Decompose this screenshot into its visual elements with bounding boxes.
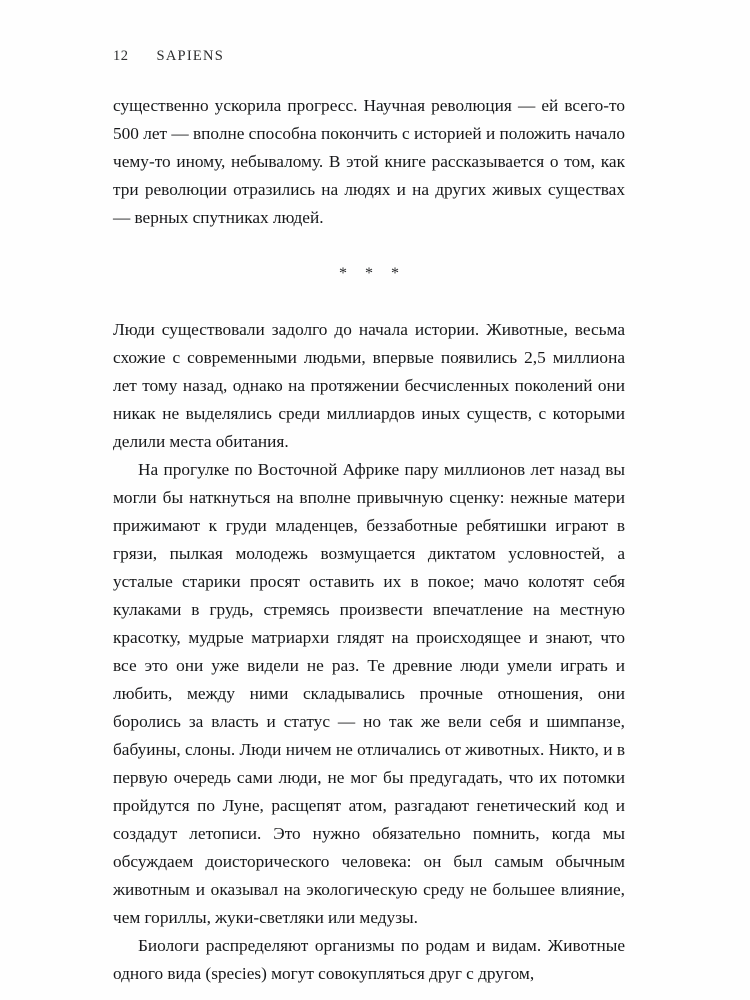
page-number: 12	[113, 48, 129, 64]
section-break-asterisks: * * *	[339, 265, 406, 282]
paragraph-prehistory: Люди существовали задолго до начала истории. Животные, весьма схожие с современными людьми, впервые появились 2,5 миллиона лет тому назад, однако на протяжении бесчисленных поколений они никак не выделялись среди миллиардов иных существ, с которыми делили места обитания.	[113, 320, 625, 451]
paragraph-continuation: существенно ускорила прогресс. Научная революция — ей всего-то 500 лет — вполне способна покончить с историей и положить начало чему-то иному, небывалому. В этой книге рассказывается о том, как три революции отразились на людях и на других живых существах — верных спутниках людей.	[113, 96, 625, 227]
paragraph-biologists: Биологи распределяют организмы по родам и видам. Животные одного вида (species) могут совокупляться друг с другом,	[113, 936, 625, 983]
body-text-block	[113, 92, 625, 988]
running-head	[113, 48, 625, 65]
book-title: SAPIENS	[156, 48, 225, 64]
paragraph-east-africa: На прогулке по Восточной Африке пару миллионов лет назад вы могли бы наткнуться на вполне привычную сценку: нежные матери прижимают к груди младенцев, беззаботные ребятишки играют в грязи, пылкая молодежь возмущается диктатом условностей, а усталые старики просят оставить их в покое; мачо колотят себя кулаками в грудь, стремясь произвести впечатление на местную красотку, мудрые матриархи глядят на происходящее и знают, что все это они уже видели не раз. Те древние люди умели играть и любить, между ними складывались прочные отношения, они боролись за власть и статус — но так же вели себя и шимпанзе, бабуины, слоны. Люди ничем не отличались от животных. Никто, и в первую очередь сами люди, не мог бы предугадать, что их потомки пройдутся по Луне, расщепят атом, разгадают генетический код и создадут летописи. Это нужно обязательно помнить, когда мы обсуждаем доисторического человека: он был самым обычным животным и оказывал на экологическую среду не большее влияние, чем гориллы, жуки-светляки или медузы.	[113, 460, 625, 927]
